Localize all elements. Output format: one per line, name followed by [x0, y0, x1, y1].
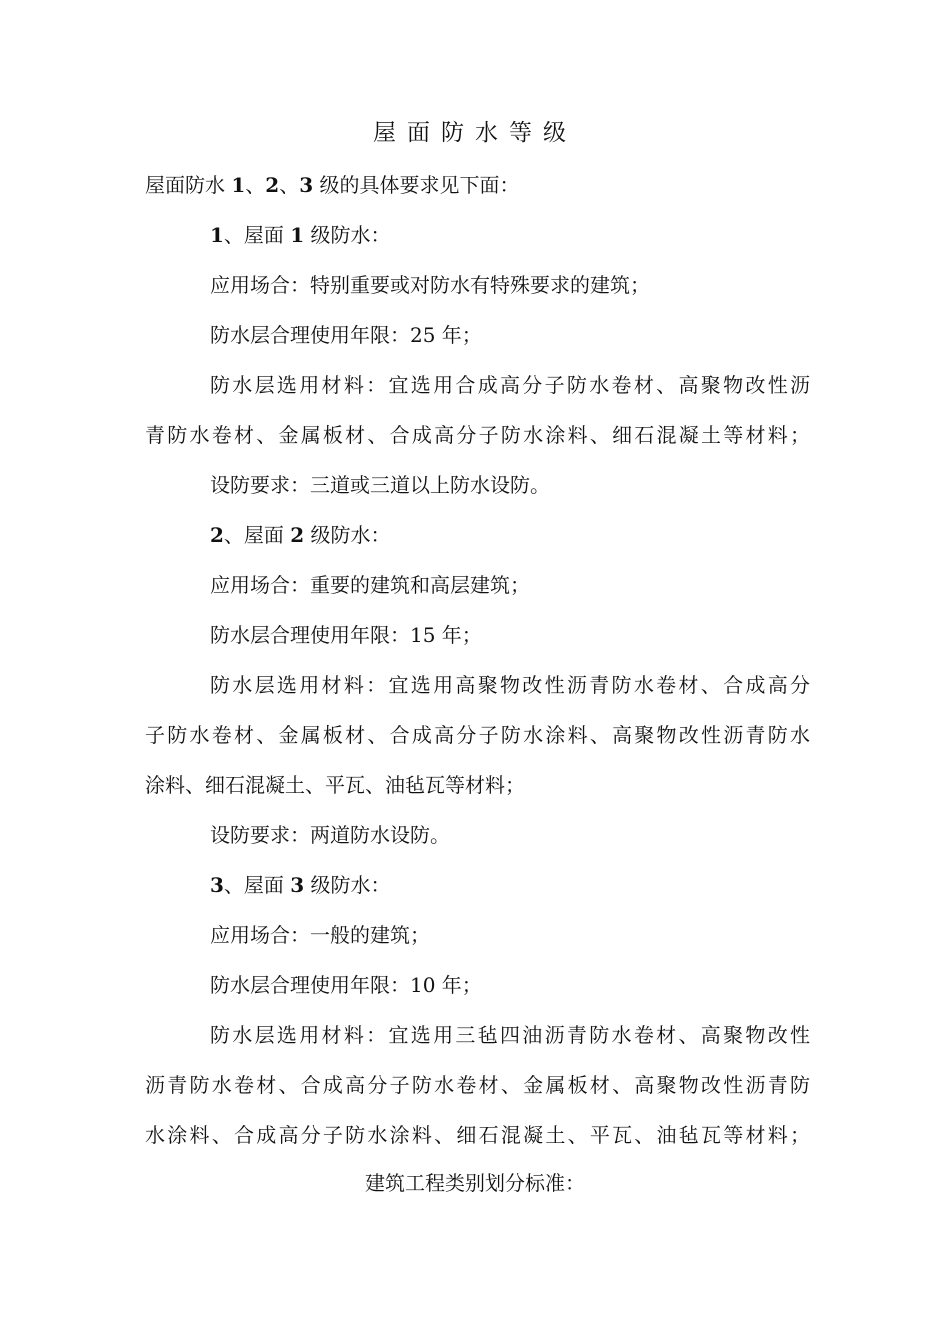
intro-paragraph	[145, 170, 810, 200]
level3-heading	[210, 870, 810, 900]
level2-defense: 设防要求：两道防水设防。	[210, 823, 450, 847]
level2-usage: 应用场合：重要的建筑和高层建筑；	[210, 573, 530, 597]
level3-number: 3	[210, 873, 224, 897]
level1-materials-line2: 青防水卷材、金属板材、合成高分子防水涂料、细石混凝土等材料；	[145, 423, 810, 447]
level2-materials-line2: 子防水卷材、金属板材、合成高分子防水涂料、高聚物改性沥青防水	[145, 723, 810, 747]
intro-text: 、	[279, 173, 300, 197]
level3-heading-number: 3	[290, 873, 305, 897]
level3-usage: 应用场合：一般的建筑；	[210, 923, 430, 947]
intro-text: 屋面防水	[145, 173, 232, 197]
level1-heading-text: 级防水：	[304, 223, 391, 247]
level1-usage: 应用场合：特别重要或对防水有特殊要求的建筑；	[210, 273, 650, 297]
level2-heading-number: 2	[290, 523, 305, 547]
intro-level-2: 2	[265, 173, 280, 197]
intro-text: 、	[245, 173, 266, 197]
intro-level-3: 3	[299, 173, 314, 197]
level2-heading-text: 、屋面	[223, 523, 291, 547]
level3-materials-line1: 防水层选用材料：宜选用三毡四油沥青防水卷材、高聚物改性	[210, 1023, 810, 1047]
level1-heading	[210, 220, 810, 250]
level2-heading-text: 级防水：	[304, 523, 391, 547]
level2-materials-line3: 涂料、细石混凝土、平瓦、油毡瓦等材料；	[145, 773, 525, 797]
level3-years: 防水层合理使用年限：10 年；	[210, 973, 482, 997]
level2-number: 2	[210, 523, 224, 547]
intro-text: 级的具体要求见下面：	[313, 173, 520, 197]
level1-materials-line1: 防水层选用材料：宜选用合成高分子防水卷材、高聚物改性沥	[210, 373, 810, 397]
intro-level-1: 1	[231, 173, 246, 197]
level1-heading-text: 、屋面	[223, 223, 291, 247]
page-title: 屋面防水等级	[373, 120, 577, 146]
level1-number: 1	[210, 223, 224, 247]
level3-heading-text: 级防水：	[304, 873, 391, 897]
footer-heading: 建筑工程类别划分标准：	[365, 1171, 585, 1195]
level2-heading	[210, 520, 810, 550]
level3-materials-line2: 沥青防水卷材、合成高分子防水卷材、金属板材、高聚物改性沥青防	[145, 1073, 810, 1097]
level1-heading-number: 1	[290, 223, 305, 247]
level1-defense: 设防要求：三道或三道以上防水设防。	[210, 473, 550, 497]
level1-years: 防水层合理使用年限：25 年；	[210, 323, 482, 347]
level2-years: 防水层合理使用年限：15 年；	[210, 623, 482, 647]
level3-materials-line3: 水涂料、合成高分子防水涂料、细石混凝土、平瓦、油毡瓦等材料；	[145, 1123, 810, 1147]
level2-materials-line1: 防水层选用材料：宜选用高聚物改性沥青防水卷材、合成高分	[210, 673, 810, 697]
level3-heading-text: 、屋面	[223, 873, 291, 897]
